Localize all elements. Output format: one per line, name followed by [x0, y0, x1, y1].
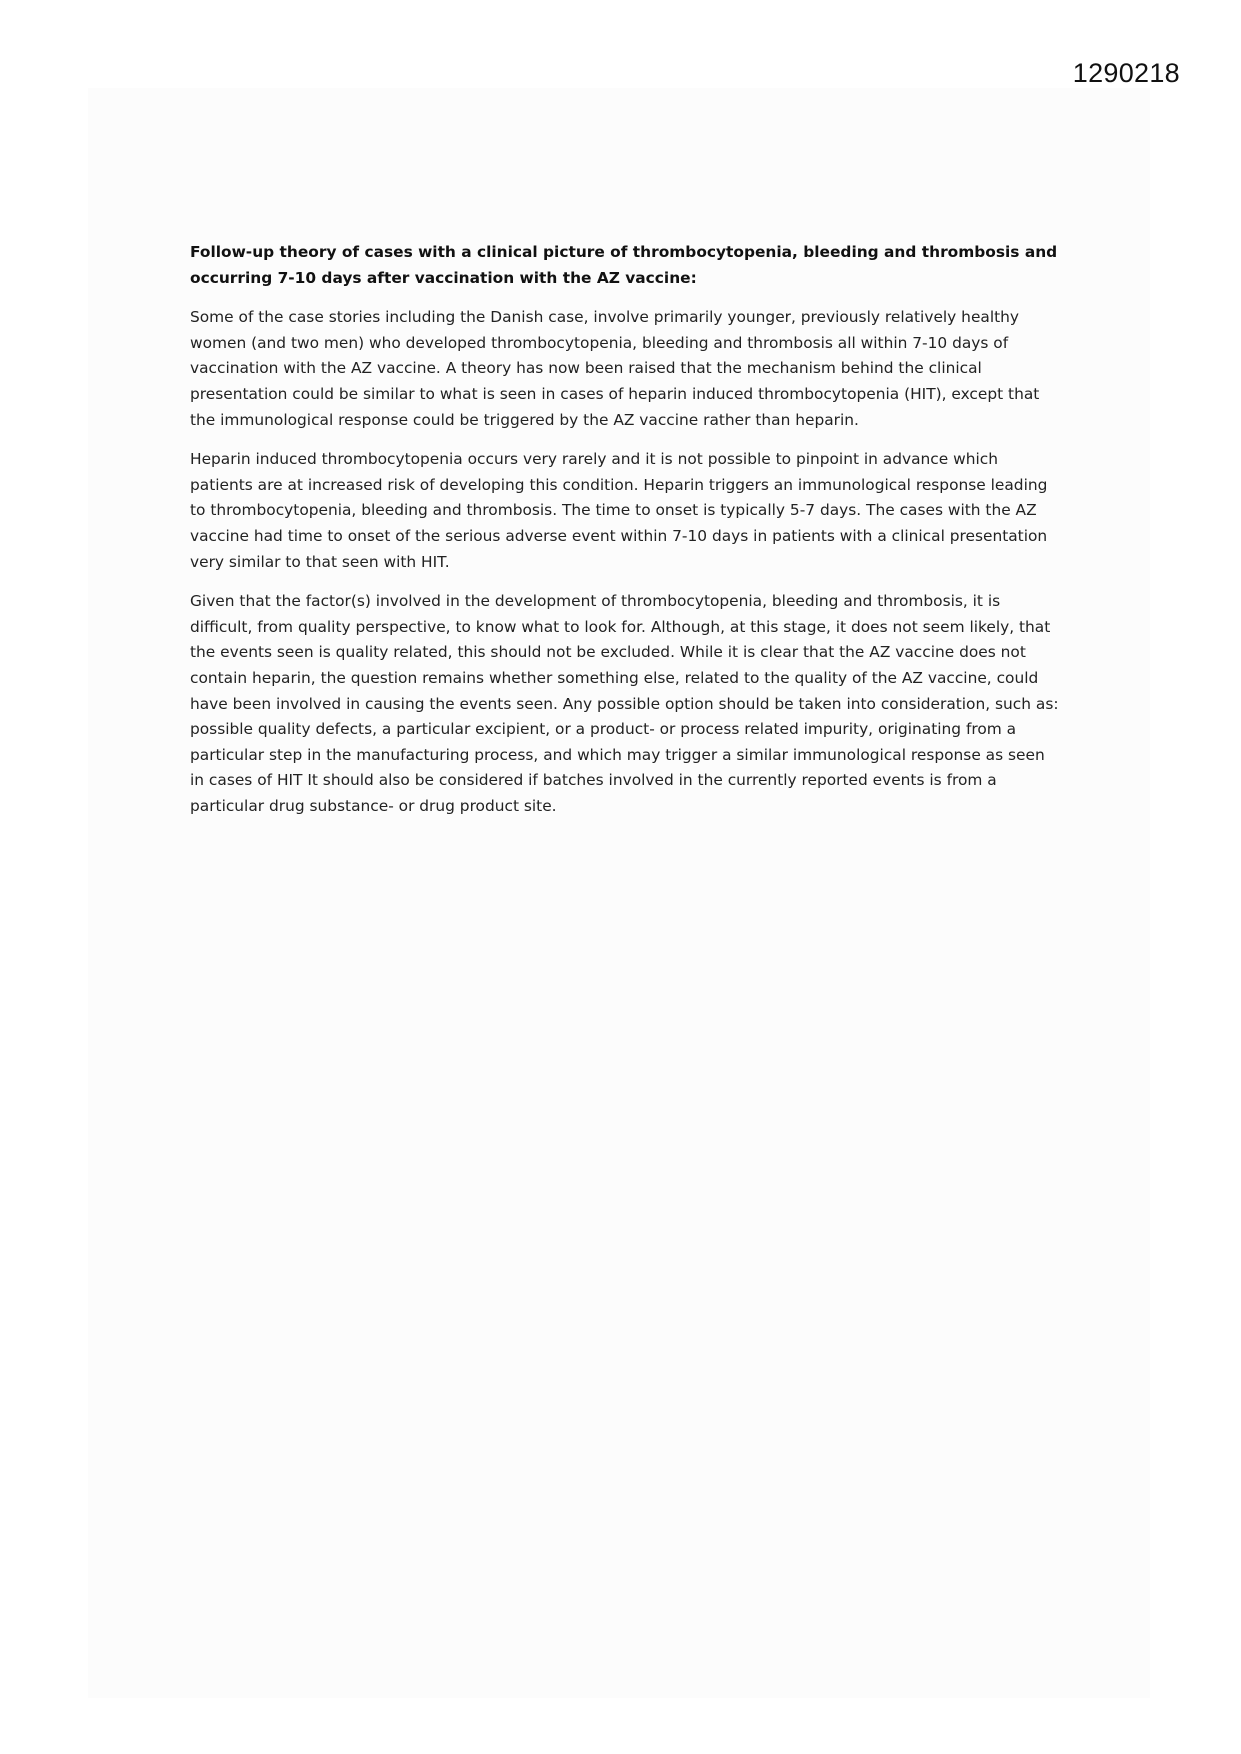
document-body	[190, 240, 1060, 833]
section-heading: Follow-up theory of cases with a clinical picture of thrombocytopenia, bleeding and thrombosis and occurring 7-10 days after vaccination with the AZ vaccine:	[190, 243, 1058, 287]
paragraph-case-stories: Some of the case stories including the Danish case, involve primarily younger, previously relatively healthy women (and two men) who developed thrombocytopenia, bleeding and thrombosis all within 7-10 days of vaccination with the AZ vaccine. A theory has now been raised that the mechanism behind the clinical presentation could be similar to what is seen in cases of heparin induced thrombocytopenia (HIT), except that the immunological response could be triggered by the AZ vaccine rather than heparin.	[190, 308, 1040, 429]
paragraph-quality-considerations: Given that the factor(s) involved in the development of thrombocytopenia, bleeding and thrombosis, it is difficult, from quality perspective, to know what to look for. Although, at this stage, it does not seem likely, that the events seen is quality related, this should not be excluded. While it is clear that the AZ vaccine does not contain heparin, the question remains whether something else, related to the quality of the AZ vaccine, could have been involved in causing the events seen. Any possible option should be taken into consideration, such as: possible quality defects, a particular excipient, or a product- or process related impurity, originating from a particular step in the manufacturing process, and which may trigger a similar immunological response as seen in cases of HIT It should also be considered if batches involved in the currently reported events is from a particular drug substance- or drug product site.	[190, 592, 1059, 815]
document-id: 1290218	[1072, 58, 1180, 88]
paragraph-heparin-hit: Heparin induced thrombocytopenia occurs very rarely and it is not possible to pinpoint in advance which patients are at increased risk of developing this condition. Heparin triggers an immunological response leading to thrombocytopenia, bleeding and thrombosis. The time to onset is typically 5-7 days. The cases with the AZ vaccine had time to onset of the serious adverse event within 7-10 days in patients with a clinical presentation very similar to that seen with HIT.	[190, 450, 1048, 571]
